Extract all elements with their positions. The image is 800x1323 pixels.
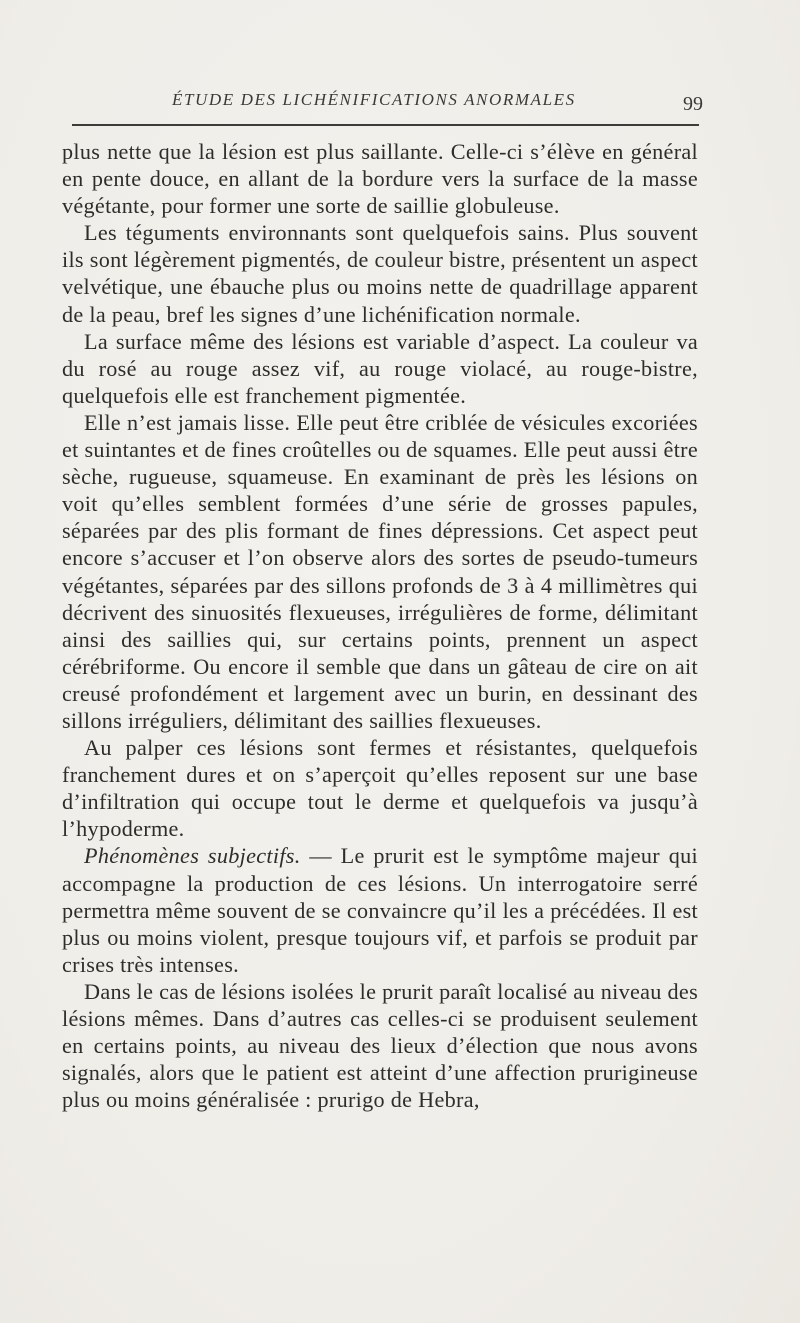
subjective-text: — Le prurit est le symptôme majeur qui accompagne la production de ces lésions. Un interrogatoire serré permettra même souvent de se convaincre qu’il les a précédées. Il est plus ou moins violent, presque toujours vif, et parfois se produit par crises très intenses. bbox=[62, 843, 698, 977]
paragraph-surface: La surface même des lésions est variable d’aspect. La couleur va du rosé au rouge assez vif, au rouge violacé, au rouge-bistre, quelquefois elle est franchement pigmentée. bbox=[62, 328, 698, 408]
section-heading-subjective: Phénomènes subjectifs. bbox=[84, 843, 301, 869]
page-number: 99 bbox=[683, 93, 703, 115]
paragraph-aspect: Elle n’est jamais lisse. Elle peut être criblée de vésicules excoriées et suintantes et de fines croûtelles ou de squames. Elle peut aussi être sèche, rugueuse, squameuse. En examinant de près les lésions on voit qu’elles semblent formées d’une série de grosses papules, séparées par des plis formant de fines dépressions. Cet aspect peut encore s’accuser et l’on observe alors des sortes de pseudo-tumeurs végétantes, séparées par des sillons profonds de 3 à 4 millimètres qui décrivent des sinuosités flexueuses, irrégulières de forme, délimitant ainsi des saillies qui, sur certains points, prennent un aspect cérébriforme. Ou encore il semble que dans un gâteau de cire on ait creusé profondément et largement avec un burin, en dessinant des sillons irréguliers, délimitant des saillies flexueuses. bbox=[62, 409, 698, 733]
paragraph-teguments: Les téguments environnants sont quelquefois sains. Plus souvent ils sont légèrement pigmentés, de couleur bistre, présentent un aspect velvétique, une ébauche plus ou moins nette de quadrillage apparent de la peau, bref les signes d’une lichénification normale. bbox=[62, 220, 698, 327]
page-header bbox=[60, 90, 703, 120]
paragraph-lesions-isolees: Dans le cas de lésions isolées le prurit paraît localisé au niveau des lésions mêmes. Dans d’autres cas celles-ci se produisent seulement en certains points, au niveau des lieux d’élection que nous avons signalés, alors que le patient est atteint d’une affection prurigineuse plus ou moins généralisée : prurigo de Hebra, bbox=[62, 978, 698, 1113]
paragraph-subjective bbox=[62, 842, 698, 977]
running-title: ÉTUDE DES LICHÉNIFICATIONS ANORMALES bbox=[172, 90, 576, 109]
body-text bbox=[62, 138, 698, 1113]
paragraph-palper: Au palper ces lésions sont fermes et résistantes, quelquefois franchement dures et on s’aperçoit qu’elles reposent sur une base d’infiltration qui occupe tout le derme et quelquefois va jusqu’à l’hypoderme. bbox=[62, 735, 698, 842]
paragraph-continuation: plus nette que la lésion est plus saillante. Celle-ci s’élève en général en pente douce, en allant de la bordure vers la surface de la masse végétante, pour former une sorte de saillie globuleuse. bbox=[62, 139, 698, 219]
header-rule bbox=[72, 124, 699, 126]
